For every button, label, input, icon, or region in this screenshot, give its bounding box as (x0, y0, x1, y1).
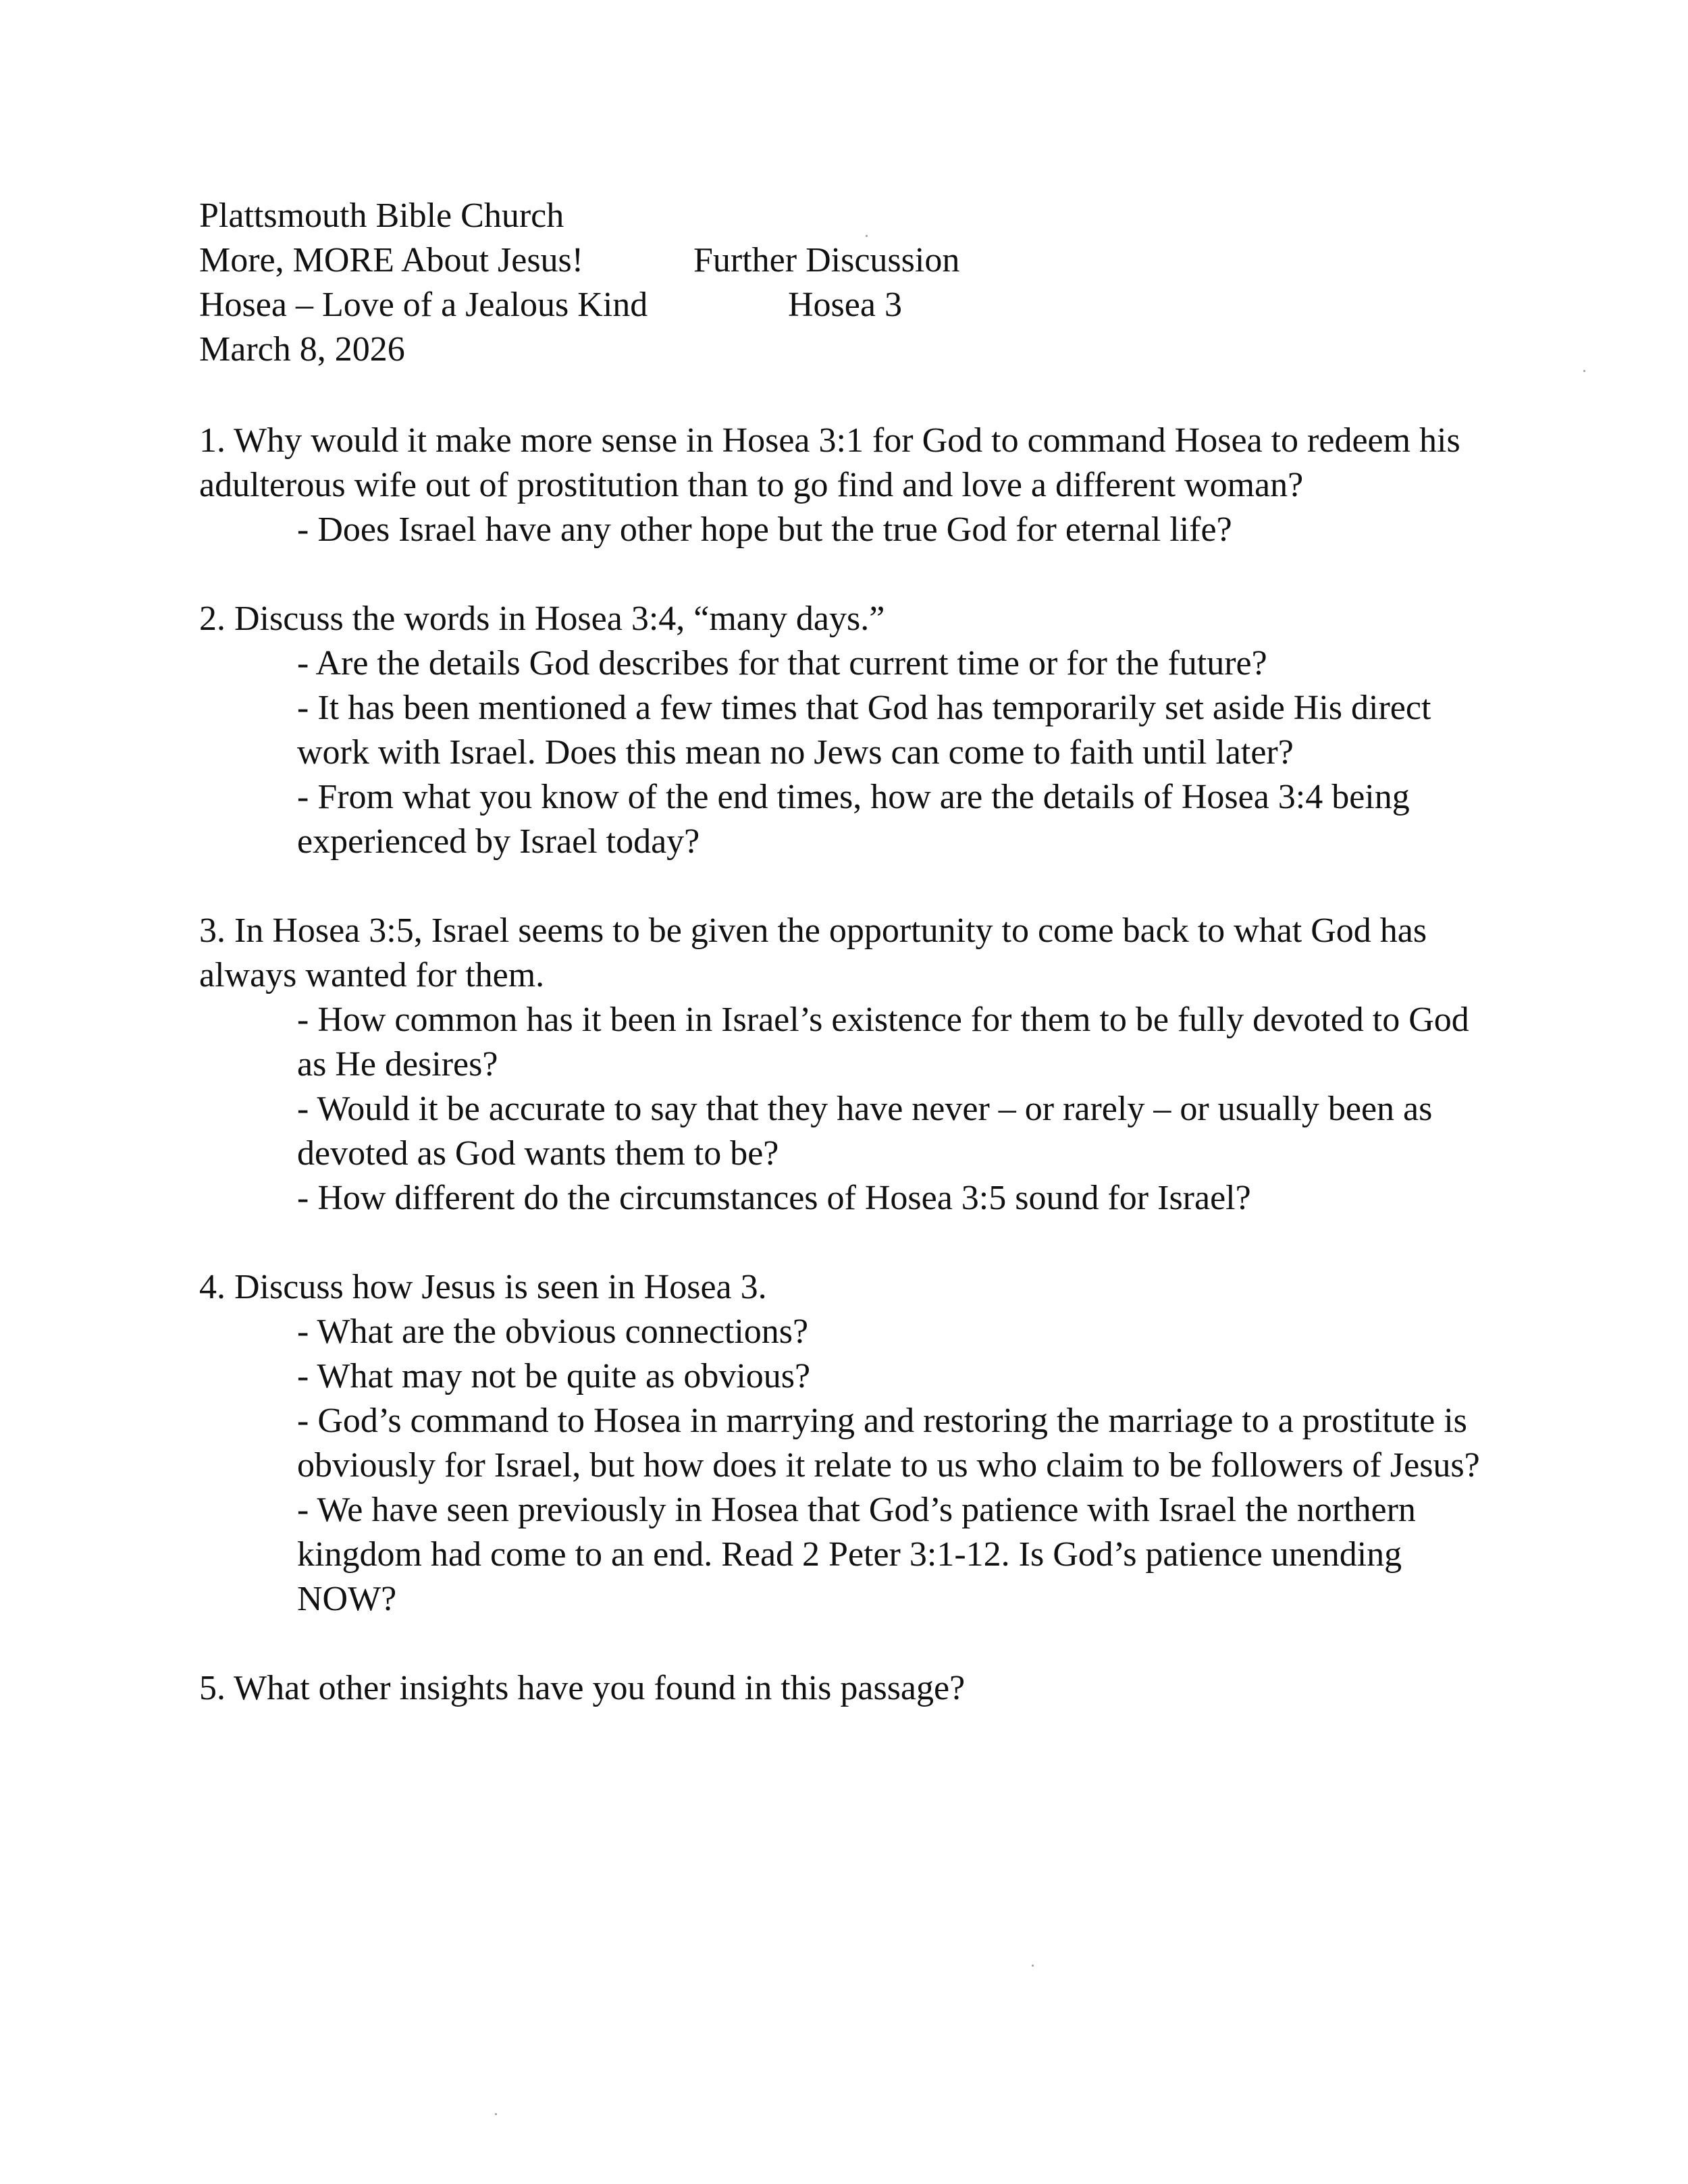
scan-speck (1032, 1965, 1034, 1967)
sub-question: - What may not be quite as obvious? (297, 1357, 811, 1395)
header-line-sermon (199, 283, 1482, 327)
document-header (199, 194, 1482, 372)
series-note: Further Discussion (693, 241, 960, 279)
question-text: 3. In Hosea 3:5, Israel seems to be given the opportunity to come back to what God has always wanted for them. (199, 911, 1427, 994)
question-item (199, 419, 1502, 552)
question-text: 4. Discuss how Jesus is seen in Hosea 3. (199, 1268, 767, 1306)
sub-question: - Would it be accurate to say that they have never – or rarely – or usually been as devoted as God wants them to be? (297, 1090, 1433, 1173)
sub-question: - From what you know of the end times, how are the details of Hosea 3:4 being experienced by Israel today? (297, 778, 1410, 861)
sub-question: - Are the details God describes for that current time or for the future? (297, 644, 1267, 683)
sub-question: - We have seen previously in Hosea that God’s patience with Israel the northern kingdom had come to an end. Read 2 Peter 3:1-12. Is God’s patience unending NOW? (297, 1491, 1416, 1618)
sub-question: - Does Israel have any other hope but the true God for eternal life? (297, 510, 1232, 549)
scan-speck (866, 235, 868, 237)
sermon-date: March 8, 2026 (199, 330, 405, 369)
question-text: 2. Discuss the words in Hosea 3:4, “many days.” (199, 600, 885, 638)
header-line-church (199, 194, 1482, 238)
series-title: More, MORE About Jesus! (199, 241, 584, 279)
church-name: Plattsmouth Bible Church (199, 196, 564, 235)
sub-question: - What are the obvious connections? (297, 1312, 809, 1351)
header-line-series (199, 238, 1482, 283)
sermon-passage: Hosea 3 (788, 286, 902, 324)
sub-question: - It has been mentioned a few times that God has temporarily set aside His direct work with Israel. Does this mean no Jews can come to faith until later? (297, 689, 1431, 772)
question-text: 1. Why would it make more sense in Hosea 3:1 for God to command Hosea to redeem his adulterous wife out of prostitution than to go find and love a different woman? (199, 421, 1460, 504)
scan-speck (1583, 370, 1585, 372)
sub-question: - How common has it been in Israel’s existence for them to be fully devoted to God as He desires? (297, 1001, 1469, 1084)
discussion-questions (199, 419, 1502, 1755)
question-item (199, 1666, 1502, 1711)
sub-question: - God’s command to Hosea in marrying and restoring the marriage to a prostitute is obviously for Israel, but how does it relate to us who claim to be followers of Jesus? (297, 1402, 1480, 1485)
sermon-title: Hosea – Love of a Jealous Kind (199, 286, 648, 324)
question-item (199, 909, 1502, 1221)
question-item (199, 1265, 1502, 1622)
sub-question: - How different do the circumstances of Hosea 3:5 sound for Israel? (297, 1179, 1251, 1217)
header-line-date (199, 327, 1482, 372)
scan-speck (495, 2113, 497, 2115)
question-text: 5. What other insights have you found in this passage? (199, 1669, 966, 1707)
question-item (199, 597, 1502, 864)
